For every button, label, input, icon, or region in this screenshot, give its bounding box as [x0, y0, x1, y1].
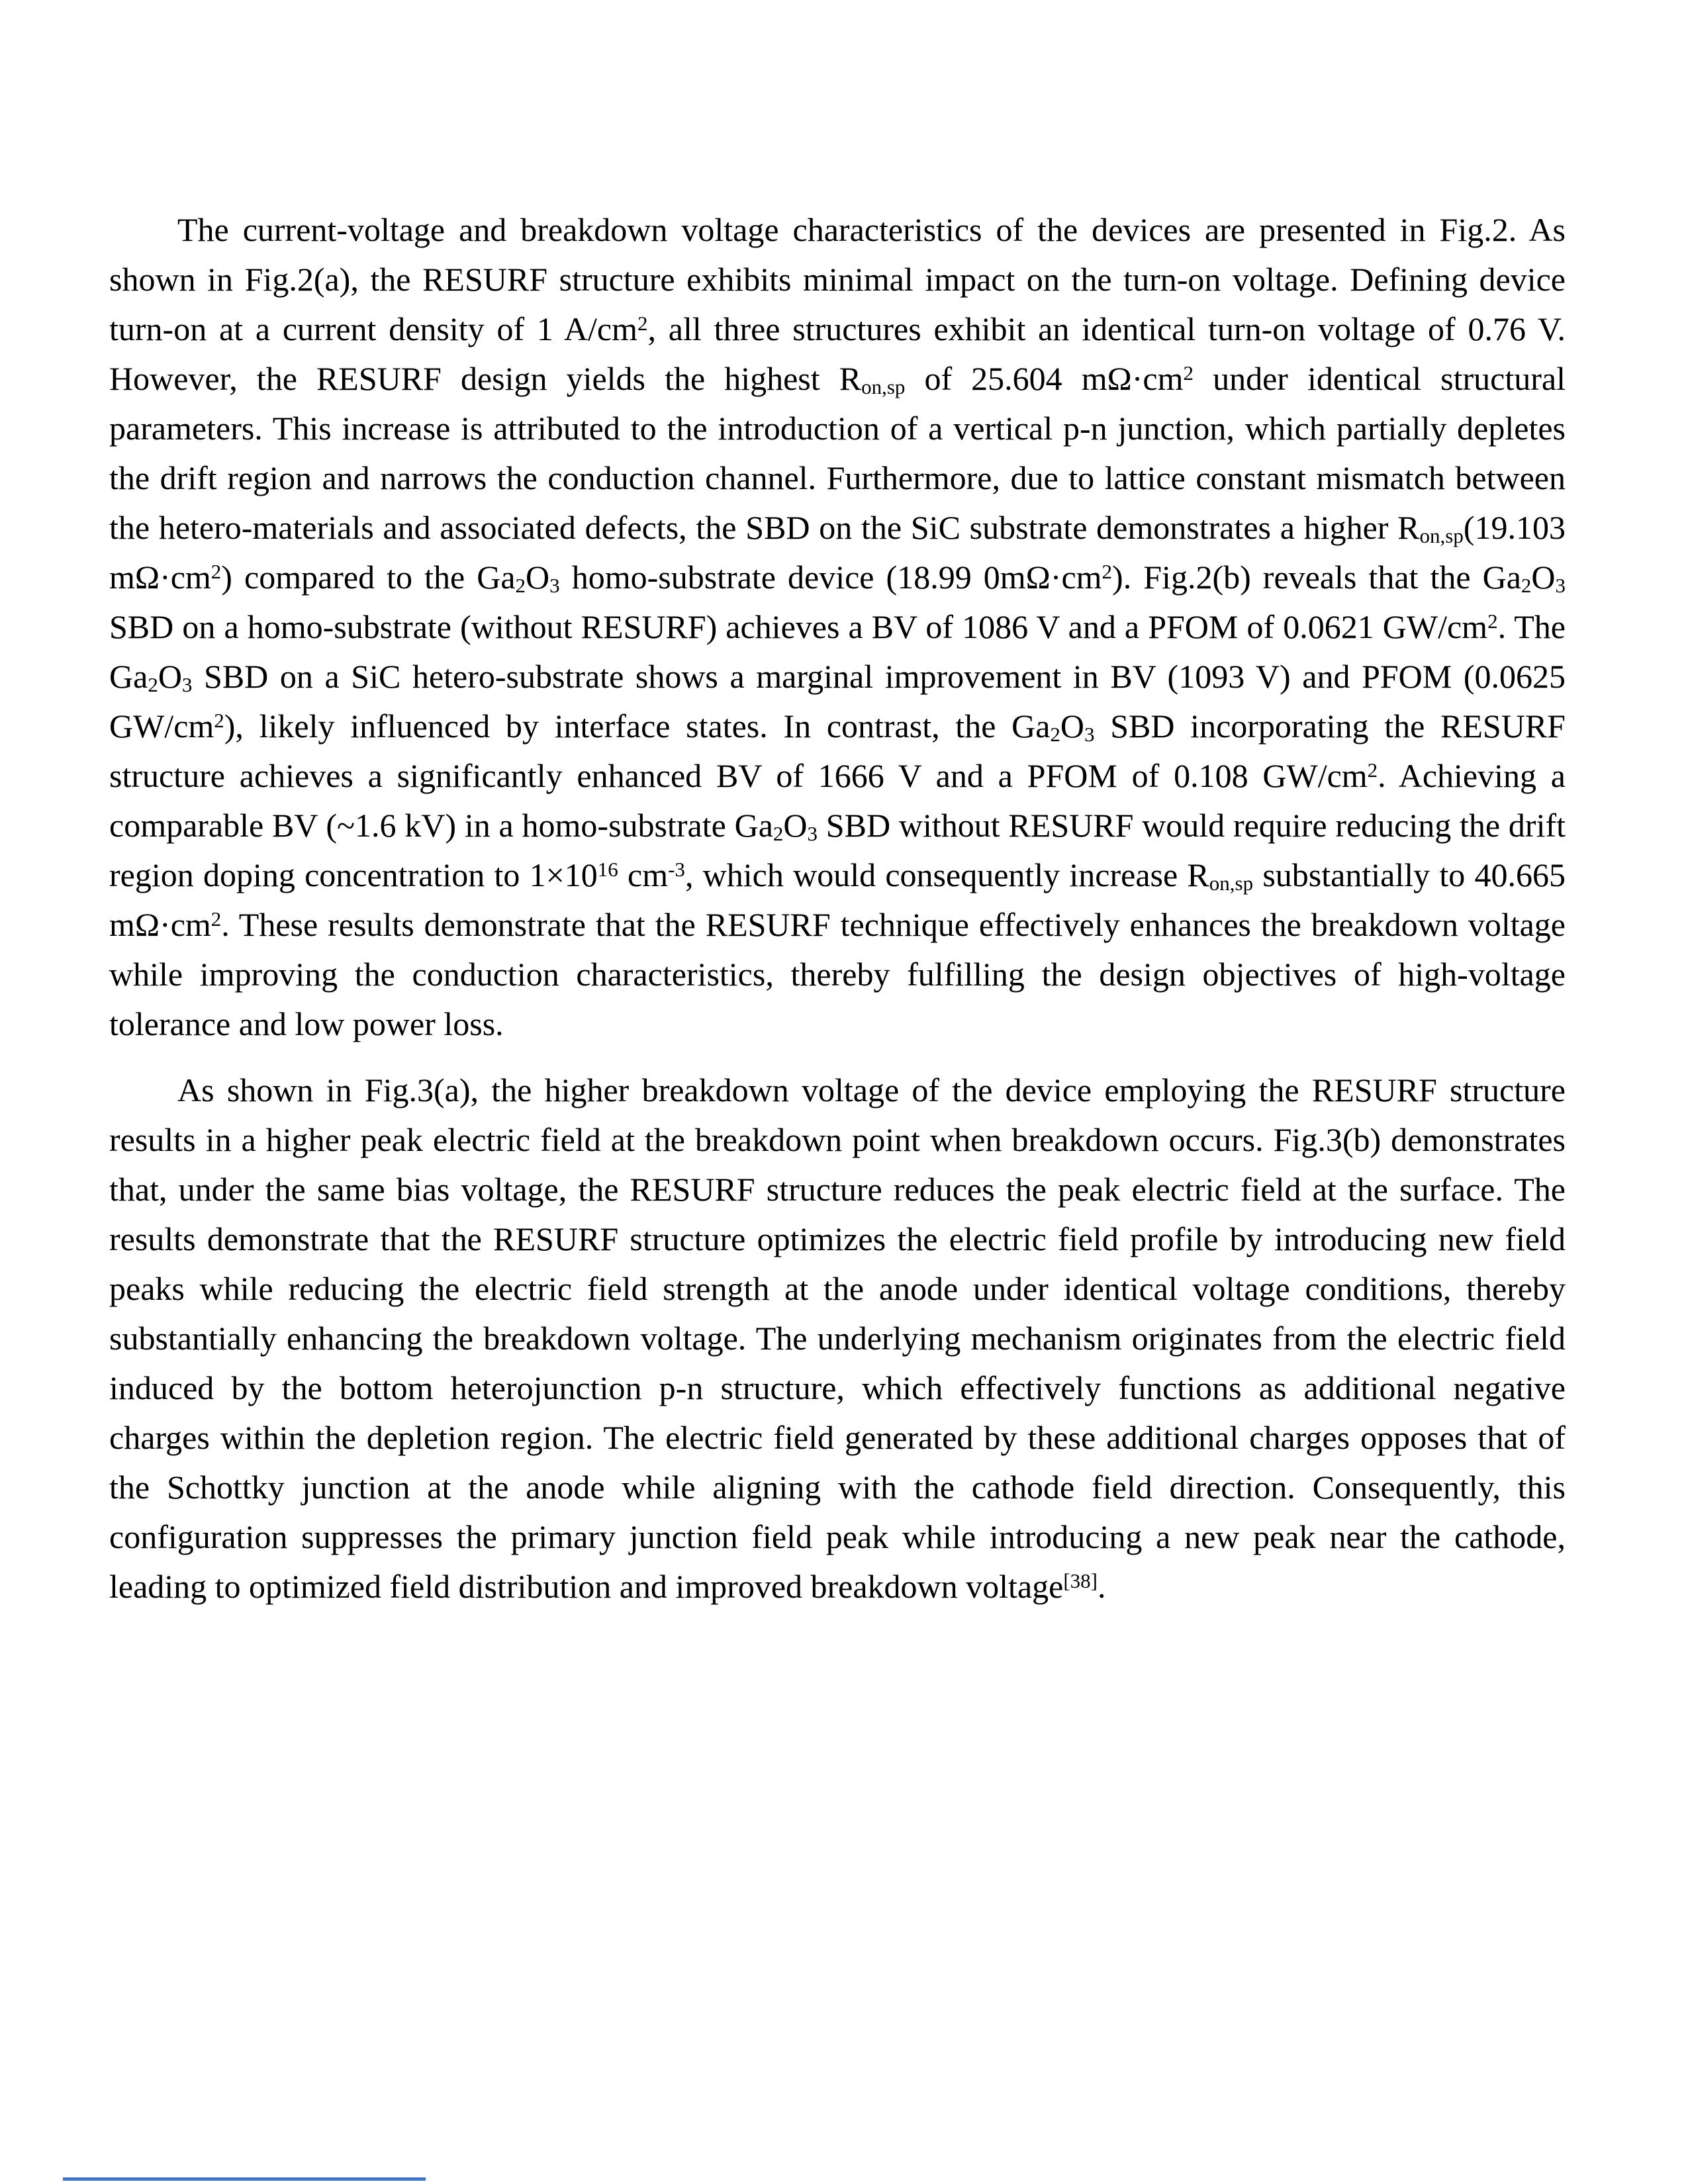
- paragraph-1: The current-voltage and breakdown voltage characteristics of the devices are presented in Fig.2. As shown in Fig.2(a), the RESURF structure exhibits minimal impact on the turn-on voltage. Defining device turn-on at a current density of 1 $A/cm^2$, all three structures exhibit an identical turn-on voltage of 0.76 V. However, the RESURF design yields the highest $R_{on,sp}$ of 25.604 $m\Omega\cdot cm^2$ under identical structural parameters. This increase is attributed to the introduction of a vertical p-n junction, which partially depletes the drift region and narrows the conduction channel. Furthermore, due to lattice constant mismatch between the hetero-materials and associated defects, the SBD on the SiC substrate demonstrates a higher $R_{on,sp}(19.103$ $m\Omega\cdot cm^2$) compared to the $Ga_2O_3$ homo-substrate device (18.99 $0m\Omega\cdot cm^2$). Fig.2(b) reveals that the $Ga_2O_3$ SBD on a homo-substrate (without RESURF) achieves a BV of 1086 V and a PFOM of 0.0621 $GW/cm^2$. The $Ga_2O_3$ SBD on a SiC hetero-substrate shows a marginal improvement in BV (1093 V) and PFOM (0.0625 $GW/cm^2$), likely influenced by interface states. In contrast, the $Ga_2O_3$ SBD incorporating the RESURF structure achieves a significantly enhanced BV of 1666 V and a PFOM of 0.108 $GW/cm^2$. Achieving a comparable BV (~1.6 kV) in a homo-substrate $Ga_2O_3$ SBD without RESURF would require reducing the drift region doping concentration to $1\times 10^{16}$ $cm^{-3}$, which would consequently increase $R_{on,sp}$ substantially to 40.665 $m\Omega\cdot cm^2$. These results demonstrate that the RESURF technique effectively enhances the breakdown voltage while improving the conduction characteristics, thereby fulfilling the design objectives of high-voltage tolerance and low power loss.: [109, 211, 1566, 1042]
- body-text: [109, 205, 1566, 1612]
- paragraph-2: As shown in Fig.3(a), the higher breakdown voltage of the device employing the RESURF structure results in a higher peak electric field at the breakdown point when breakdown occurs. Fig.3(b) demonstrates that, under the same bias voltage, the RESURF structure reduces the peak electric field at the surface. The results demonstrate that the RESURF structure optimizes the electric field profile by introducing new field peaks while reducing the electric field strength at the anode under identical voltage conditions, thereby substantially enhancing the breakdown voltage. The underlying mechanism originates from the electric field induced by the bottom heterojunction p-n structure, which effectively functions as additional negative charges within the depletion region. The electric field generated by these additional charges opposes that of the Schottky junction at the anode while aligning with the cathode field direction. Consequently, this configuration suppresses the primary junction field peak while introducing a new peak near the cathode, leading to optimized field distribution and improved breakdown voltage[38].: [109, 1071, 1566, 1605]
- bottom-partial-rule: [63, 2177, 426, 2181]
